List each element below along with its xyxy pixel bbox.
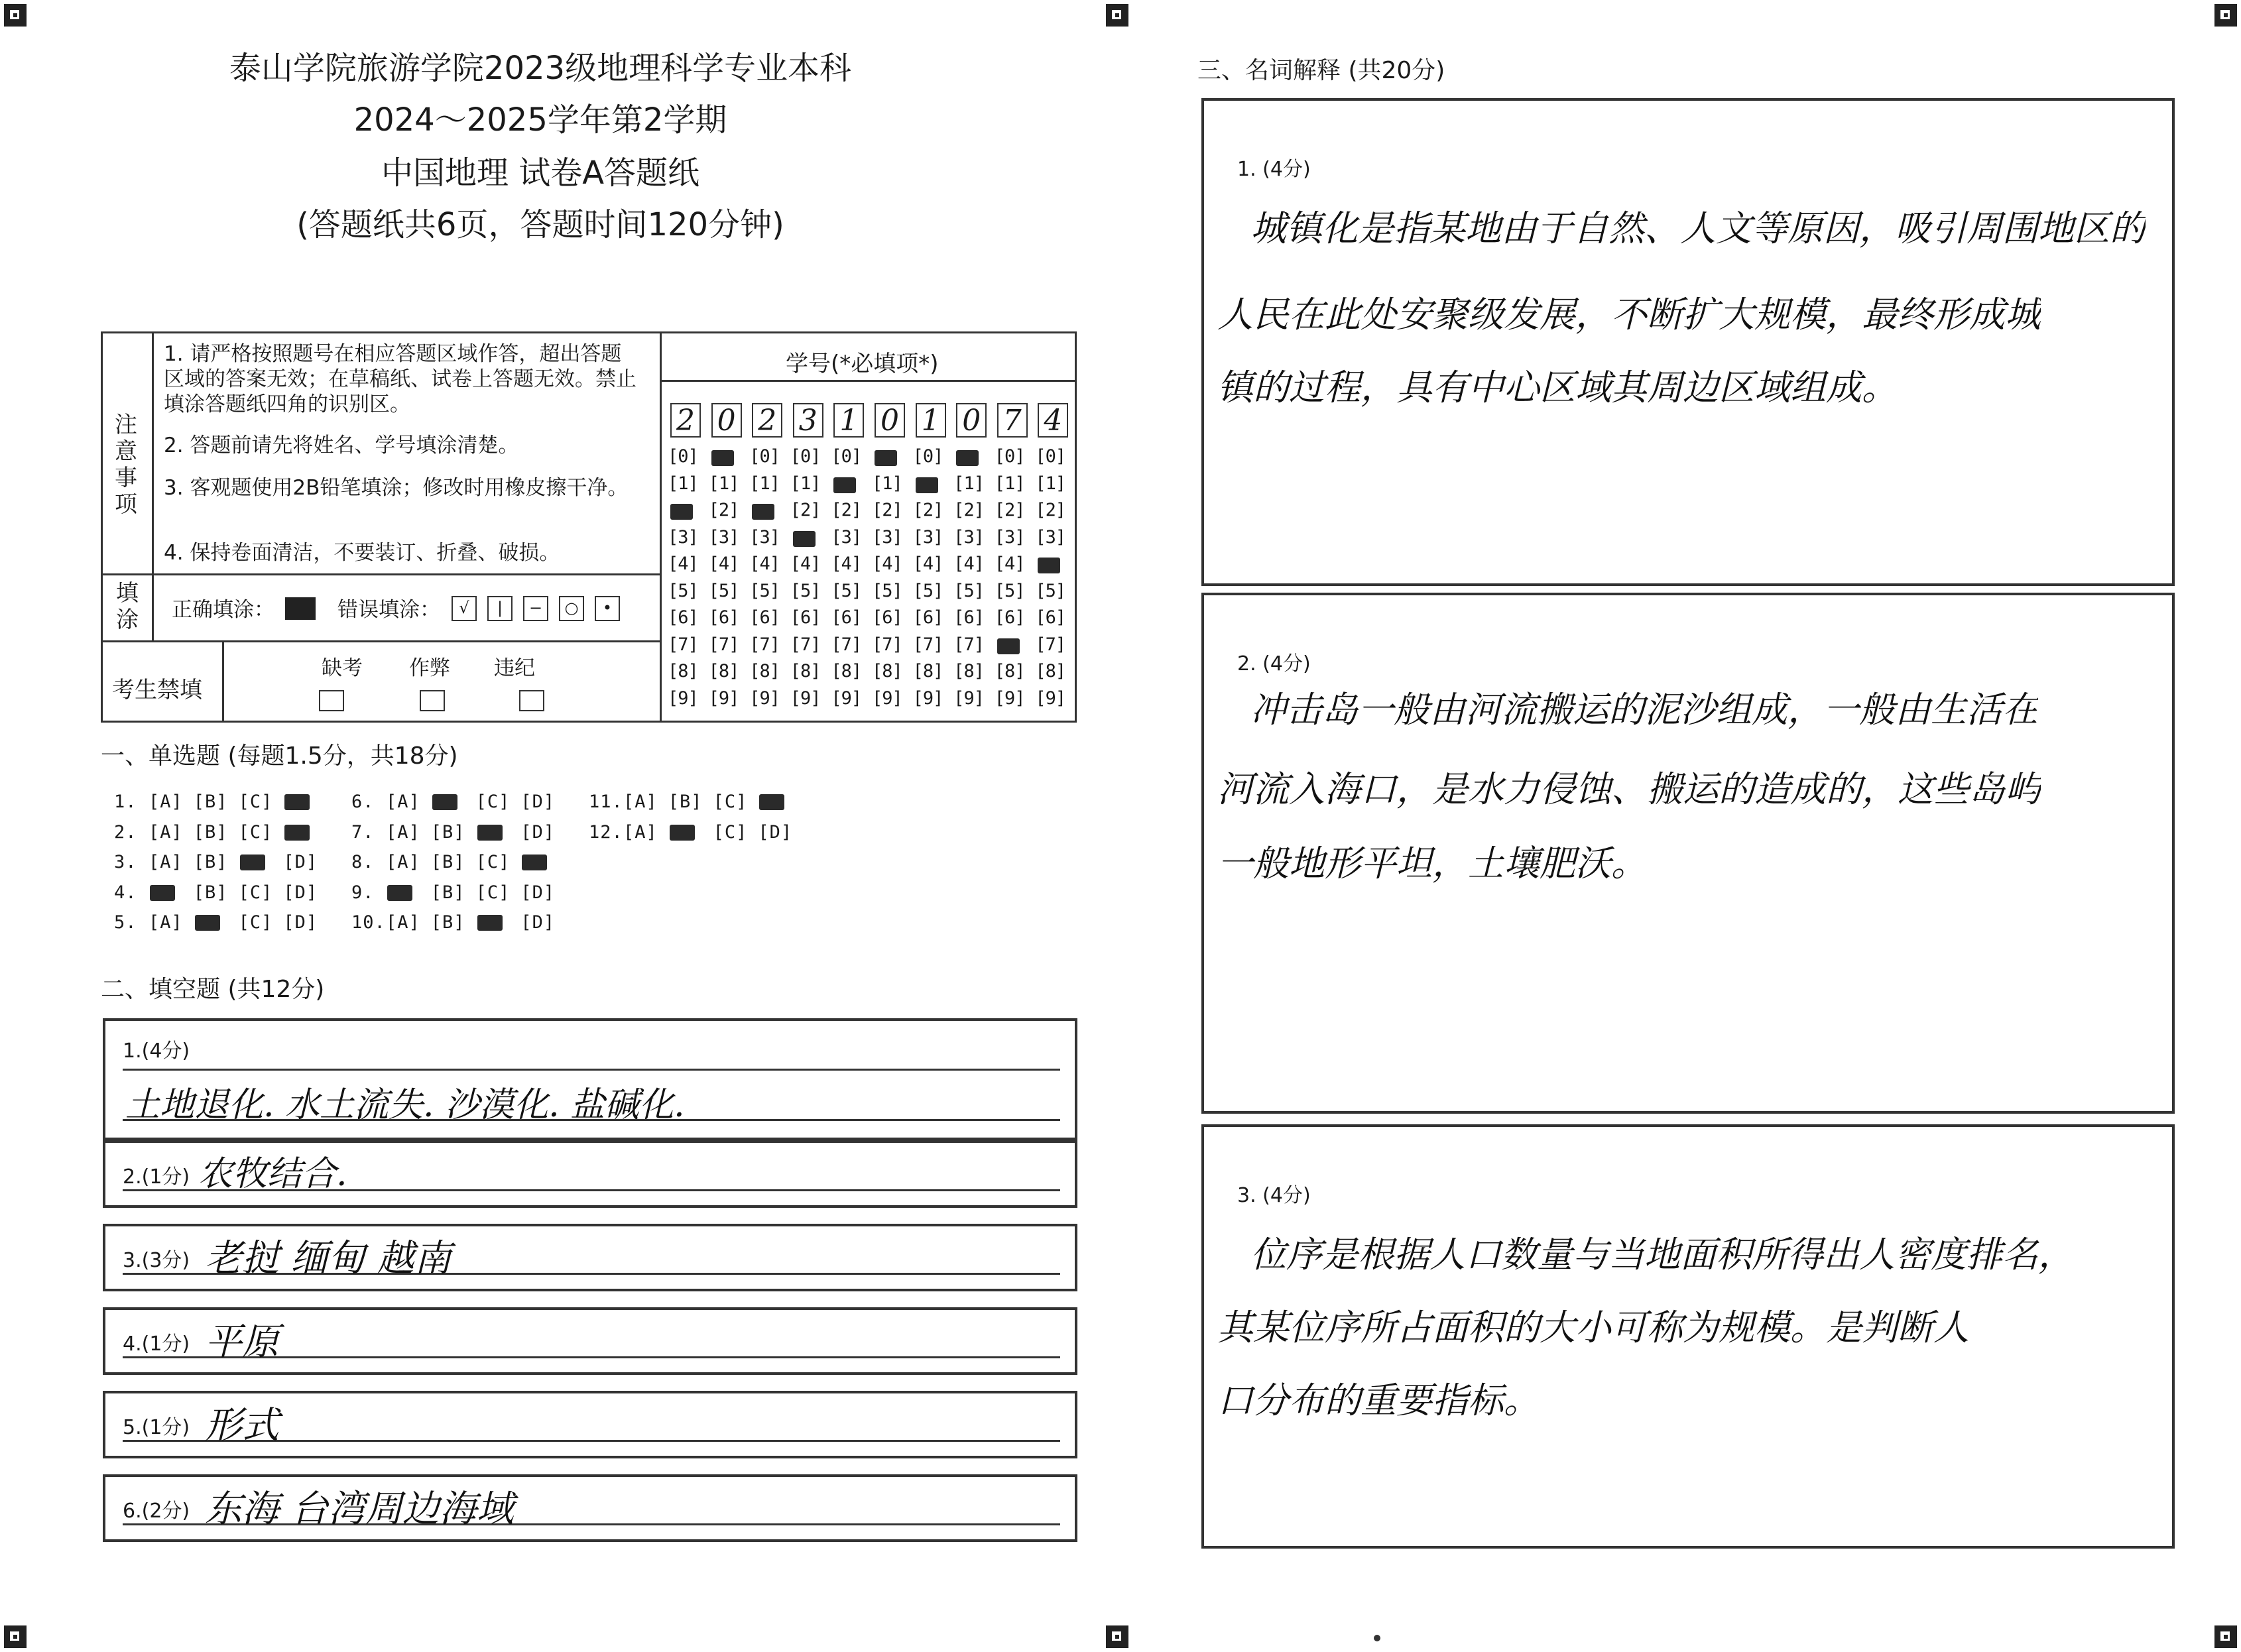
- wrong-fill-samples: [452, 596, 631, 621]
- student-id-bubble[interactable]: [953, 446, 984, 467]
- mcq-number: 1.: [114, 792, 137, 812]
- student-id-bubble[interactable]: [7]: [668, 634, 698, 655]
- student-id-bubble[interactable]: [1]: [953, 473, 984, 494]
- corner-marker-bottom-center: [1106, 1625, 1128, 1648]
- exam-title-line2: 2024～2025学年第2学期: [353, 101, 727, 139]
- notice-side-label: 注意事项: [115, 412, 137, 518]
- student-id-bubble[interactable]: [7]: [749, 634, 780, 655]
- mcq-number: 2.: [114, 821, 137, 843]
- student-id-bubble[interactable]: [7]: [790, 634, 821, 655]
- notice-item-1: 1. 请严格按照题号在相应答题区域作答，超出答题区域的答案无效；在草稿纸、试卷上答题无效。禁止填涂答题纸四角的识别区。: [164, 342, 636, 416]
- student-id-bubble[interactable]: [6]: [994, 607, 1025, 628]
- student-id-digit-8: 0: [956, 403, 987, 438]
- exam-title-line1: 泰山学院旅游学院2023级地理科学专业本科: [229, 50, 852, 87]
- mcq-option[interactable]: [C]: [238, 821, 273, 843]
- handwritten-answer-line: 人民在此处安聚级发展，不断扩大规模，最终形成城: [1217, 294, 2041, 335]
- mcq-option[interactable]: [A]: [623, 821, 658, 843]
- mcq-option[interactable]: [283, 792, 318, 812]
- notice-item-4: 4. 保持卷面清洁，不要装订、折叠、破损。: [164, 541, 560, 565]
- check-violation-box[interactable]: [519, 690, 544, 711]
- explanation-question-label: 1. (4分): [1237, 158, 1311, 181]
- student-id-digit-3: 2: [752, 403, 782, 438]
- notice-item-3: 3. 客观题使用2B铅笔填涂；修改时用橡皮擦干净。: [164, 476, 629, 500]
- mcq-option[interactable]: [D]: [520, 821, 556, 843]
- student-id-bubble[interactable]: [0]: [790, 446, 821, 467]
- student-id-digit-7: 1: [916, 403, 946, 438]
- student-id-digit-1: 2: [670, 403, 701, 438]
- correct-fill-sample: [285, 597, 316, 620]
- mcq-option[interactable]: [758, 792, 792, 812]
- handwritten-answer: 老挝 缅甸 越南: [205, 1237, 452, 1280]
- student-id-bubble[interactable]: [831, 473, 861, 494]
- student-id-bubble[interactable]: [3]: [953, 526, 984, 548]
- student-id-bubble[interactable]: [1035, 554, 1065, 574]
- student-id-bubble[interactable]: [8]: [912, 661, 943, 681]
- mcq-option[interactable]: [283, 822, 318, 843]
- mcq-option[interactable]: [A]: [386, 821, 420, 843]
- student-id-bubble[interactable]: [9]: [953, 687, 984, 709]
- student-id-bubble[interactable]: [1]: [872, 473, 902, 494]
- mcq-row: [351, 852, 566, 872]
- student-id-bubble[interactable]: [9]: [831, 687, 862, 709]
- wrong-fill-bar: |: [487, 596, 513, 621]
- handwritten-answer-line: 一般地形平坦，土壤肥沃。: [1217, 843, 1647, 884]
- mcq-option[interactable]: [A]: [386, 792, 420, 812]
- exam-title-line3: 中国地理 试卷A答题纸: [381, 154, 700, 192]
- student-id-bubble[interactable]: [872, 446, 902, 467]
- corner-marker-bottom-left: [4, 1625, 27, 1648]
- stray-mark: [1374, 1635, 1380, 1641]
- handwritten-answer-line: 城镇化是指某地由于自然、人文等原因，吸引周围地区的: [1250, 207, 2146, 249]
- student-id-bubble[interactable]: [8]: [1035, 661, 1066, 681]
- student-id-bubble[interactable]: [709, 446, 739, 467]
- student-id-bubble[interactable]: [2]: [953, 500, 984, 520]
- student-id-bubble[interactable]: [8]: [668, 661, 698, 681]
- student-id-bubble[interactable]: [4]: [831, 554, 862, 574]
- student-id-bubble[interactable]: [5]: [749, 580, 780, 601]
- corner-marker-top-left: [4, 4, 27, 27]
- student-id-bubble[interactable]: [2]: [790, 500, 821, 520]
- mcq-option[interactable]: [C]: [475, 792, 511, 812]
- mcq-option[interactable]: [A]: [149, 912, 183, 933]
- student-id-bubble[interactable]: [5]: [872, 580, 902, 601]
- student-id-bubble[interactable]: [6]: [872, 607, 902, 628]
- mcq-number: 5.: [114, 912, 137, 933]
- wrong-fill-dot: •: [595, 596, 620, 621]
- fill-answer-box-2[interactable]: [103, 1140, 1077, 1208]
- student-id-bubble[interactable]: [5]: [953, 580, 984, 601]
- mcq-number: 3.: [114, 852, 137, 872]
- mcq-option[interactable]: [B]: [193, 792, 228, 812]
- fill-question-label: 1.(4分): [123, 1039, 190, 1063]
- fill-side-label: 填涂: [116, 580, 139, 633]
- student-id-bubble[interactable]: [4]: [994, 554, 1025, 574]
- student-id-bubble[interactable]: [8]: [872, 661, 902, 681]
- student-id-bubble[interactable]: [4]: [708, 554, 739, 574]
- student-id-bubble[interactable]: [8]: [749, 661, 780, 681]
- student-id-bubble[interactable]: [0]: [668, 446, 698, 467]
- student-id-bubble[interactable]: [0]: [912, 446, 943, 467]
- mcq-option[interactable]: [A]: [149, 852, 183, 872]
- mcq-option[interactable]: [D]: [283, 852, 318, 872]
- student-id-bubble[interactable]: [8]: [831, 661, 862, 681]
- student-id-bubble[interactable]: [9]: [708, 687, 739, 709]
- mcq-row: [114, 822, 328, 843]
- fill-answer-box-5[interactable]: [103, 1391, 1077, 1458]
- student-id-bubble[interactable]: [2]: [1035, 500, 1066, 520]
- mcq-option[interactable]: [B]: [193, 852, 228, 872]
- handwritten-answer-line: 冲击岛一般由河流搬运的泥沙组成，一般由生活在: [1250, 689, 2038, 731]
- mcq-option[interactable]: [B]: [430, 912, 465, 933]
- student-id-bubble[interactable]: [3]: [749, 526, 780, 548]
- mcq-number: 4.: [114, 882, 137, 903]
- student-id-bubble[interactable]: [1]: [668, 473, 698, 494]
- handwritten-answer-line: 位序是根据人口数量与当地面积所得出人密度排名，: [1250, 1234, 2074, 1275]
- mcq-row: [589, 792, 803, 812]
- student-id-bubble[interactable]: [8]: [790, 661, 821, 681]
- student-id-bubble[interactable]: [0]: [831, 446, 862, 467]
- student-id-bubble[interactable]: [790, 527, 821, 548]
- student-id-bubble[interactable]: [8]: [708, 661, 739, 681]
- mcq-option[interactable]: [A]: [149, 821, 183, 843]
- student-id-bubble[interactable]: [995, 634, 1025, 655]
- student-id-bubble[interactable]: [2]: [708, 500, 739, 520]
- mcq-option[interactable]: [A]: [386, 912, 420, 933]
- student-id-bubble[interactable]: [3]: [668, 526, 698, 548]
- fill-answer-box-3[interactable]: [103, 1224, 1077, 1291]
- mcq-option[interactable]: [C]: [713, 821, 748, 843]
- handwritten-answer: 土地退化. 水土流失. 沙漠化. 盐碱化.: [125, 1085, 685, 1125]
- student-id-bubble[interactable]: [4]: [668, 554, 698, 574]
- mcq-row: [114, 882, 328, 903]
- student-id-bubble[interactable]: [1]: [994, 473, 1025, 494]
- student-id-bubble[interactable]: [2]: [872, 500, 902, 520]
- mcq-option[interactable]: [149, 882, 183, 903]
- mcq-option[interactable]: [C]: [238, 792, 273, 812]
- explanation-question-label: 3. (4分): [1237, 1184, 1311, 1207]
- mcq-option[interactable]: [D]: [283, 912, 318, 933]
- student-id-bubble[interactable]: [9]: [790, 687, 821, 709]
- explanation-answer-box-1[interactable]: [1201, 98, 2175, 586]
- student-id-bubble[interactable]: [2]: [912, 500, 943, 520]
- student-id-bubble[interactable]: [7]: [872, 634, 902, 655]
- student-id-bubble[interactable]: [5]: [1035, 580, 1066, 601]
- student-id-bubble[interactable]: [0]: [994, 446, 1025, 467]
- handwritten-answer-line: 其某位序所占面积的大小可称为规模。是判断人: [1217, 1307, 1969, 1348]
- student-id-bubble[interactable]: [5]: [790, 580, 821, 601]
- mcq-number: 7.: [351, 821, 375, 843]
- student-id-bubble[interactable]: [8]: [953, 661, 984, 681]
- fill-question-label: 6.(2分): [123, 1500, 190, 1523]
- mcq-option[interactable]: [B]: [193, 882, 228, 903]
- student-id-bubble[interactable]: [4]: [912, 554, 943, 574]
- wrong-fill-check: √: [452, 596, 477, 621]
- student-id-bubble[interactable]: [7]: [912, 634, 943, 655]
- student-id-bubble[interactable]: [7]: [1035, 634, 1066, 655]
- student-id-bubble[interactable]: [0]: [749, 446, 780, 467]
- mcq-option[interactable]: [D]: [758, 821, 793, 843]
- check-cheat-label: 作弊: [409, 656, 450, 680]
- student-id-bubble[interactable]: [5]: [708, 580, 739, 601]
- mcq-option[interactable]: [B]: [668, 792, 703, 812]
- student-id-bubble[interactable]: [5]: [912, 580, 943, 601]
- student-id-bubble[interactable]: [3]: [912, 526, 943, 548]
- mcq-option[interactable]: [668, 822, 703, 843]
- check-violation-label: 违纪: [494, 656, 535, 680]
- fill-answer-box-6[interactable]: [103, 1474, 1077, 1542]
- student-id-bubble[interactable]: [2]: [994, 500, 1025, 520]
- mcq-option[interactable]: [194, 912, 228, 933]
- student-id-bubble[interactable]: [913, 473, 943, 494]
- fill-answer-box-1[interactable]: [103, 1018, 1077, 1140]
- handwritten-answer: 平原: [205, 1321, 279, 1364]
- check-absent-box[interactable]: [319, 690, 344, 711]
- student-id-bubble[interactable]: [7]: [831, 634, 862, 655]
- mcq-option[interactable]: [386, 882, 420, 903]
- student-id-bubble[interactable]: [1]: [1035, 473, 1066, 494]
- student-id-digit-5: 1: [833, 403, 864, 438]
- student-id-bubble[interactable]: [8]: [994, 661, 1025, 681]
- mcq-option[interactable]: [D]: [520, 792, 556, 812]
- explanation-answer-box-3[interactable]: [1201, 1124, 2175, 1549]
- mcq-number: 8.: [351, 852, 375, 872]
- student-id-bubble[interactable]: [6]: [831, 607, 862, 628]
- student-id-digit-10: 4: [1038, 403, 1068, 438]
- correct-fill-label: 正确填涂：: [172, 598, 274, 622]
- mcq-row: [114, 852, 328, 872]
- student-id-bubble[interactable]: [9]: [994, 687, 1025, 709]
- mcq-option[interactable]: [C]: [475, 852, 511, 872]
- student-id-bubble[interactable]: [9]: [668, 687, 698, 709]
- student-id-bubble[interactable]: [9]: [749, 687, 780, 709]
- student-id-bubble[interactable]: [4]: [953, 554, 984, 574]
- corner-marker-bottom-right: [2214, 1625, 2237, 1648]
- mcq-option[interactable]: [B]: [430, 882, 465, 903]
- mcq-number: 12.: [589, 821, 623, 843]
- mcq-option[interactable]: [C]: [238, 882, 273, 903]
- handwritten-answer-line: 河流入海口，是水力侵蚀、搬运的造成的，这些岛屿: [1217, 768, 2041, 810]
- mcq-option[interactable]: [476, 822, 511, 843]
- fill-question-label: 2.(1分): [123, 1165, 190, 1189]
- student-id-bubble[interactable]: [6]: [953, 607, 984, 628]
- handwritten-answer: 东海 台湾周边海域: [205, 1488, 514, 1531]
- student-id-bubble[interactable]: [6]: [708, 607, 739, 628]
- handwritten-answer: 农牧结合.: [198, 1154, 347, 1194]
- section2-title: 二、填空题 (共12分): [101, 976, 325, 1003]
- mcq-number: 11.: [589, 792, 623, 812]
- student-id-bubble[interactable]: [9]: [1035, 687, 1066, 709]
- student-id-bubble[interactable]: [1]: [790, 473, 821, 494]
- fill-question-label: 4.(1分): [123, 1332, 190, 1356]
- student-id-bubble[interactable]: [1]: [708, 473, 739, 494]
- wrong-fill-dash: −: [523, 596, 548, 621]
- mcq-row: [351, 912, 566, 933]
- mcq-option[interactable]: [B]: [193, 821, 228, 843]
- student-id-bubble[interactable]: [9]: [912, 687, 943, 709]
- mcq-option[interactable]: [A]: [623, 792, 658, 812]
- student-id-digit-2: 0: [711, 403, 742, 438]
- mcq-number: 10.: [351, 912, 386, 933]
- corner-marker-top-right: [2214, 4, 2237, 27]
- mcq-option[interactable]: [A]: [386, 852, 420, 872]
- check-cheat-box[interactable]: [420, 690, 445, 711]
- mcq-option[interactable]: [B]: [430, 852, 465, 872]
- student-id-bubble[interactable]: [2]: [831, 500, 862, 520]
- mcq-option[interactable]: [D]: [520, 912, 556, 933]
- handwritten-answer-line: 口分布的重要指标。: [1217, 1380, 1540, 1421]
- student-id-digit-6: 0: [875, 403, 905, 438]
- student-id-bubble[interactable]: [668, 500, 698, 520]
- student-id-bubble[interactable]: [3]: [994, 526, 1025, 548]
- wrong-fill-circle: ○: [559, 596, 584, 621]
- mcq-option[interactable]: [C]: [238, 912, 273, 933]
- mcq-row: [114, 912, 328, 933]
- mcq-row: [589, 822, 803, 843]
- handwritten-answer: 形式: [205, 1404, 279, 1447]
- student-id-bubble[interactable]: [3]: [831, 526, 862, 548]
- student-id-bubble[interactable]: [3]: [708, 526, 739, 548]
- fill-answer-box-4[interactable]: [103, 1307, 1077, 1375]
- student-id-bubble[interactable]: [0]: [1035, 446, 1066, 467]
- corner-marker-top-center: [1106, 4, 1128, 27]
- student-id-bubble[interactable]: [4]: [872, 554, 902, 574]
- section1-title: 一、单选题 (每题1.5分，共18分): [101, 742, 458, 770]
- mcq-row: [351, 792, 566, 812]
- student-id-bubble[interactable]: [4]: [790, 554, 821, 574]
- student-id-digit-9: 7: [997, 403, 1028, 438]
- student-id-bubble[interactable]: [749, 500, 780, 520]
- student-id-bubble[interactable]: [6]: [749, 607, 780, 628]
- exam-title-line4: (答题纸共6页，答题时间120分钟): [296, 206, 784, 243]
- mcq-option[interactable]: [B]: [430, 821, 465, 843]
- student-id-bubble[interactable]: [7]: [708, 634, 739, 655]
- section3-title: 三、名词解释 (共20分): [1197, 57, 1445, 84]
- mcq-option[interactable]: [476, 912, 511, 933]
- student-id-bubble[interactable]: [4]: [749, 554, 780, 574]
- student-id-bubble[interactable]: [6]: [912, 607, 943, 628]
- mcq-option[interactable]: [C]: [475, 882, 511, 903]
- mcq-option[interactable]: [239, 852, 273, 872]
- student-id-bubble[interactable]: [6]: [1035, 607, 1066, 628]
- mcq-option[interactable]: [D]: [283, 882, 318, 903]
- fill-question-label: 5.(1分): [123, 1416, 190, 1439]
- mcq-row: [114, 792, 328, 812]
- student-id-digit-4: 3: [793, 403, 823, 438]
- examiner-only-label: 考生禁填: [112, 677, 202, 703]
- student-id-bubble[interactable]: [3]: [872, 526, 902, 548]
- handwritten-answer-line: 镇的过程，具有中心区域其周边区域组成。: [1217, 367, 1898, 408]
- mcq-option[interactable]: [A]: [149, 792, 183, 812]
- check-absent-label: 缺考: [322, 656, 363, 680]
- student-id-bubble[interactable]: [5]: [831, 580, 862, 601]
- student-id-bubble[interactable]: [9]: [872, 687, 902, 709]
- mcq-option[interactable]: [520, 852, 555, 872]
- student-id-bubble[interactable]: [6]: [790, 607, 821, 628]
- mcq-number: 6.: [351, 792, 375, 812]
- student-id-bubble[interactable]: [7]: [953, 634, 984, 655]
- mcq-row: [351, 822, 566, 843]
- wrong-fill-label: 错误填涂：: [337, 598, 440, 622]
- explanation-question-label: 2. (4分): [1237, 652, 1311, 676]
- student-id-title: 学号(*必填项*): [786, 351, 939, 377]
- mcq-option[interactable]: [431, 792, 465, 812]
- answer-line: [123, 1069, 1060, 1071]
- notice-item-2: 2. 答题前请先将姓名、学号填涂清楚。: [164, 434, 519, 457]
- student-id-bubble[interactable]: [5]: [994, 580, 1025, 601]
- fill-question-label: 3.(3分): [123, 1249, 190, 1272]
- mcq-option[interactable]: [C]: [713, 792, 748, 812]
- student-id-bubble[interactable]: [1]: [749, 473, 780, 494]
- mcq-number: 9.: [351, 882, 375, 903]
- student-id-bubble[interactable]: [6]: [668, 607, 698, 628]
- student-id-bubble[interactable]: [5]: [668, 580, 698, 601]
- mcq-row: [351, 882, 566, 903]
- mcq-option[interactable]: [D]: [520, 882, 556, 903]
- explanation-answer-box-2[interactable]: [1201, 593, 2175, 1114]
- student-id-bubble[interactable]: [3]: [1035, 526, 1066, 548]
- notice-panel: [101, 331, 1077, 723]
